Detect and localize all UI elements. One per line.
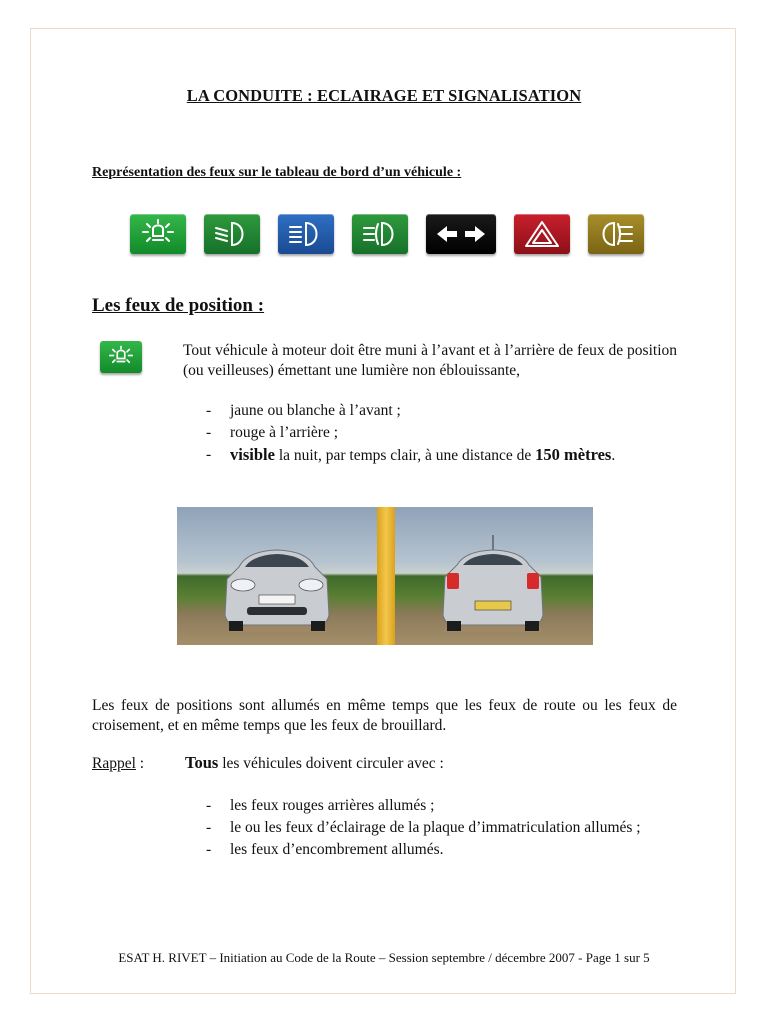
list-item: - le ou les feux d’éclairage de la plaque d’immatriculation allumés ; [206, 817, 676, 838]
car-photos [177, 507, 593, 645]
rappel-text [185, 753, 444, 773]
rappel-label [92, 755, 144, 773]
distance-bold: 150 mètres [535, 445, 612, 464]
visible-text: la nuit, par temps clair, à une distance de [274, 447, 536, 464]
dashboard-icons-row [128, 214, 650, 256]
page-title: LA CONDUITE : ECLAIRAGE ET SIGNALISATION [186, 86, 582, 105]
list-item-end: . [611, 447, 616, 464]
position-lights-usage-paragraph: Les feux de positions sont allumés en même temps que les feux de route ou les feux de croisement, et en même temps que les feux de brouillard. [92, 697, 677, 734]
rappel-bold: Tous [185, 753, 219, 772]
page-footer: ESAT H. RIVET – Initiation au Code de la Route – Session septembre / décembre 2007 - Page 1 sur 5 [118, 950, 650, 965]
position-lights-intro: Tout véhicule à moteur doit être muni à l’avant et à l’arrière de feux de position (ou veilleuses) émettant une lumière non éblouissante, [183, 342, 677, 379]
list-item [206, 444, 676, 467]
rappel-sentence: les véhicules doivent circuler avec : [218, 755, 444, 772]
rear-fog-light-icon [588, 214, 644, 254]
front-fog-light-icon [352, 214, 408, 254]
car-rear-photo [395, 507, 593, 645]
rappel-colon: : [135, 755, 145, 772]
position-lights-icon [100, 341, 142, 373]
photo-divider [377, 507, 395, 645]
position-lights-list [206, 400, 676, 467]
high-beam-icon [278, 214, 334, 254]
dashboard-subtitle: Représentation des feux sur le tableau de bord d’un véhicule : [92, 165, 462, 180]
visible-bold: visible [230, 445, 275, 464]
low-beam-icon [204, 214, 260, 254]
rappel-list [206, 795, 676, 861]
turn-signal-icon [426, 214, 496, 254]
rappel-label-text: Rappel [92, 755, 136, 772]
hazard-warning-icon [514, 214, 570, 254]
section-title-position-lights: Les feux de position : [92, 295, 265, 316]
position-lights-icon [130, 214, 186, 254]
list-item: - les feux rouges arrières allumés ; [206, 795, 676, 816]
car-front-photo [177, 507, 377, 645]
list-item: - les feux d’encombrement allumés. [206, 839, 676, 860]
list-item: - rouge à l’arrière ; [206, 422, 676, 444]
list-item: - jaune ou blanche à l’avant ; [206, 400, 676, 422]
